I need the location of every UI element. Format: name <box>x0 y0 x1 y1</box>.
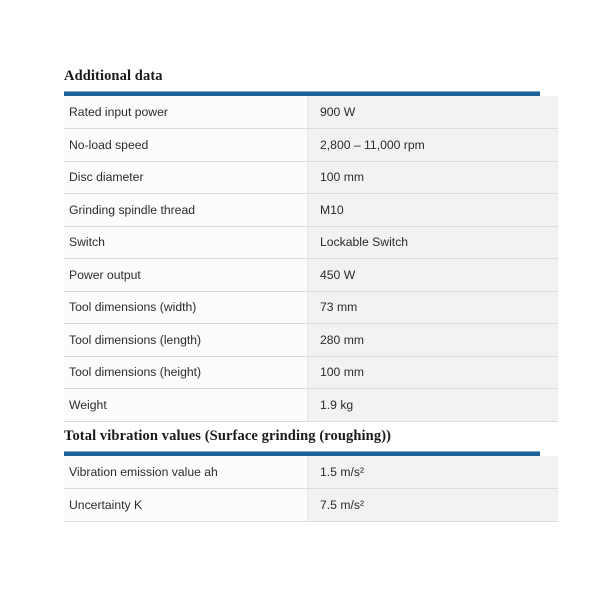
spec-value: M10 <box>308 194 559 227</box>
section-additional-data <box>64 68 540 422</box>
spec-value: 1.9 kg <box>308 389 559 422</box>
table-row <box>64 259 558 292</box>
spec-value: 1.5 m/s² <box>308 456 559 489</box>
table-row <box>64 356 558 389</box>
spec-label: Tool dimensions (width) <box>64 291 308 324</box>
table-row <box>64 161 558 194</box>
spec-value: 100 mm <box>308 161 559 194</box>
section-total-vibration-values <box>64 428 540 522</box>
spec-label: Power output <box>64 259 308 292</box>
additional-data-table <box>64 96 558 422</box>
vibration-values-table-body <box>64 456 558 521</box>
spec-label: Weight <box>64 389 308 422</box>
spec-label: Vibration emission value ah <box>64 456 308 489</box>
spec-label: Switch <box>64 226 308 259</box>
table-row <box>64 456 558 489</box>
table-row <box>64 291 558 324</box>
section-heading-total-vibration-values: Total vibration values (Surface grinding (roughing)) <box>64 428 392 444</box>
spec-label: Tool dimensions (length) <box>64 324 308 357</box>
spec-value: 100 mm <box>308 356 559 389</box>
spec-label: Rated input power <box>64 96 308 129</box>
vibration-values-table <box>64 456 558 522</box>
additional-data-table-body <box>64 96 558 421</box>
spec-label: Grinding spindle thread <box>64 194 308 227</box>
spec-label: Uncertainty K <box>64 489 308 522</box>
table-row <box>64 324 558 357</box>
table-row <box>64 194 558 227</box>
spec-value: 2,800 – 11,000 rpm <box>308 129 559 162</box>
spec-label: Tool dimensions (height) <box>64 356 308 389</box>
spec-value: 73 mm <box>308 291 559 324</box>
spec-value: 900 W <box>308 96 559 129</box>
table-row <box>64 96 558 129</box>
table-row <box>64 226 558 259</box>
spec-label: Disc diameter <box>64 161 308 194</box>
spec-value: Lockable Switch <box>308 226 559 259</box>
table-row <box>64 129 558 162</box>
spec-value: 280 mm <box>308 324 559 357</box>
section-heading-additional-data: Additional data <box>64 68 163 84</box>
spec-value: 7.5 m/s² <box>308 489 559 522</box>
spec-label: No-load speed <box>64 129 308 162</box>
table-row <box>64 389 558 422</box>
spec-value: 450 W <box>308 259 559 292</box>
table-row <box>64 489 558 522</box>
